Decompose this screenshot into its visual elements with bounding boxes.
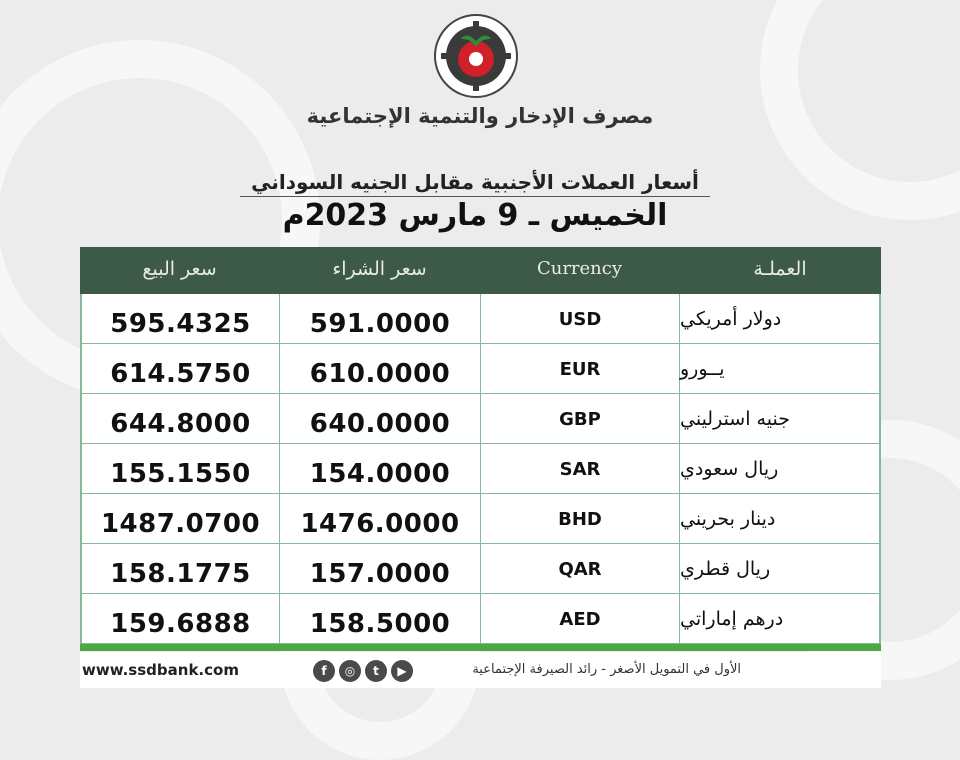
accent-bar — [80, 644, 881, 651]
buy-rate: 591.0000 — [279, 294, 480, 343]
page-date: الخميس ـ 9 مارس 2023م — [282, 198, 668, 233]
table-row — [80, 444, 881, 494]
page-subtitle: أسعار العملات الأجنبية مقابل الجنيه السوداني — [240, 170, 710, 197]
buy-rate: 158.5000 — [279, 594, 480, 643]
sell-rate: 614.5750 — [80, 344, 279, 393]
footer-slogan: الأول في التمويل الأصغر - رائد الصيرفة الإجتماعية — [472, 662, 741, 677]
table-row — [80, 394, 881, 444]
facebook-icon[interactable]: f — [313, 660, 335, 682]
currency-code: QAR — [480, 544, 679, 593]
sell-rate: 1487.0700 — [80, 494, 279, 543]
footer — [80, 652, 881, 688]
currency-code: EUR — [480, 344, 679, 393]
table-header — [80, 247, 881, 294]
currency-code: SAR — [480, 444, 679, 493]
table-row — [80, 594, 881, 644]
currency-name: دينار بحريني — [679, 494, 881, 543]
currency-name: ريال قطري — [679, 544, 881, 593]
header-currency-code: Currency — [536, 258, 623, 279]
currency-name: ريال سعودي — [679, 444, 881, 493]
currency-name: درهم إماراتي — [679, 594, 881, 643]
sell-rate: 644.8000 — [80, 394, 279, 443]
sell-rate: 159.6888 — [80, 594, 279, 643]
sell-rate: 158.1775 — [80, 544, 279, 593]
sell-rate: 595.4325 — [80, 294, 279, 343]
currency-code: GBP — [480, 394, 679, 443]
header-currency-name: العملـة — [753, 258, 807, 280]
currency-code: AED — [480, 594, 679, 643]
buy-rate: 610.0000 — [279, 344, 480, 393]
exchange-rates-table — [80, 247, 881, 644]
currency-name: يــورو — [679, 344, 881, 393]
table-row — [80, 344, 881, 394]
currency-name: جنيه استرليني — [679, 394, 881, 443]
twitter-icon[interactable]: t — [365, 660, 387, 682]
header-sell: سعر البيع — [142, 258, 217, 280]
website-link[interactable]: www.ssdbank.com — [82, 661, 239, 679]
bank-logo — [433, 13, 519, 99]
buy-rate: 154.0000 — [279, 444, 480, 493]
buy-rate: 1476.0000 — [279, 494, 480, 543]
currency-code: USD — [480, 294, 679, 343]
header-buy: سعر الشراء — [332, 258, 427, 280]
social-links — [313, 660, 413, 682]
table-row — [80, 544, 881, 594]
table-row — [80, 494, 881, 544]
youtube-icon[interactable]: ▶ — [391, 660, 413, 682]
instagram-icon[interactable]: ◎ — [339, 660, 361, 682]
currency-code: BHD — [480, 494, 679, 543]
buy-rate: 640.0000 — [279, 394, 480, 443]
table-row — [80, 294, 881, 344]
buy-rate: 157.0000 — [279, 544, 480, 593]
sell-rate: 155.1550 — [80, 444, 279, 493]
bank-name: مصرف الإدخار والتنمية الإجتماعية — [306, 104, 654, 128]
currency-name: دولار أمريكي — [679, 294, 881, 343]
